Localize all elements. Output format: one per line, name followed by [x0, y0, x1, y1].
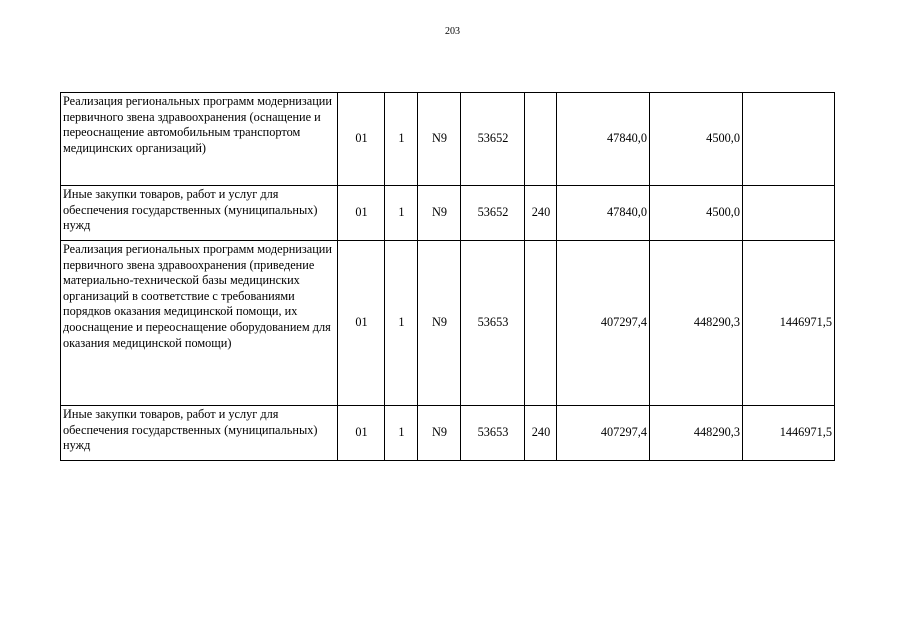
expense-type-cell: 240: [525, 406, 557, 461]
program-cell: N9: [418, 406, 461, 461]
page-number: 203: [445, 26, 460, 37]
table-row: [61, 241, 835, 406]
value1-cell: 407297,4: [557, 241, 650, 406]
row-name-cell: Иные закупки товаров, работ и услуг для обеспечения государственных (муниципальных) нужд: [61, 406, 338, 461]
row-name-cell: Реализация региональных программ модернизации первичного звена здравоохранения (оснащение и переоснащение автомобильным транспортом медицинских организаций): [61, 93, 338, 186]
value2-cell: 448290,3: [650, 406, 743, 461]
value3-cell: 1446971,5: [743, 241, 835, 406]
value3-cell: [743, 93, 835, 186]
value1-cell: 407297,4: [557, 406, 650, 461]
expense-type-cell: 240: [525, 186, 557, 241]
section-cell: 01: [338, 186, 385, 241]
value2-cell: 4500,0: [650, 186, 743, 241]
program-cell: N9: [418, 241, 461, 406]
table-row: [61, 186, 835, 241]
section-cell: 01: [338, 241, 385, 406]
value1-cell: 47840,0: [557, 186, 650, 241]
row-name-cell: Иные закупки товаров, работ и услуг для обеспечения государственных (муниципальных) нужд: [61, 186, 338, 241]
code-cell: 53652: [461, 186, 525, 241]
value2-cell: 4500,0: [650, 93, 743, 186]
program-cell: N9: [418, 186, 461, 241]
code-cell: 53652: [461, 93, 525, 186]
subsection-cell: 1: [385, 241, 418, 406]
table-row: [61, 406, 835, 461]
expense-type-cell: [525, 241, 557, 406]
subsection-cell: 1: [385, 186, 418, 241]
section-cell: 01: [338, 93, 385, 186]
value3-cell: 1446971,5: [743, 406, 835, 461]
budget-table: [60, 92, 835, 461]
row-name-cell: Реализация региональных программ модернизации первичного звена здравоохранения (приведение материально-технической базы медицинских организаций в соответствие с требованиями порядков оказания медицинской помощи, их дооснащение и переоснащение оборудованием для оказания медицинской помощи): [61, 241, 338, 406]
code-cell: 53653: [461, 406, 525, 461]
value2-cell: 448290,3: [650, 241, 743, 406]
subsection-cell: 1: [385, 93, 418, 186]
section-cell: 01: [338, 406, 385, 461]
value1-cell: 47840,0: [557, 93, 650, 186]
code-cell: 53653: [461, 241, 525, 406]
program-cell: N9: [418, 93, 461, 186]
table-row: [61, 93, 835, 186]
expense-type-cell: [525, 93, 557, 186]
value3-cell: [743, 186, 835, 241]
subsection-cell: 1: [385, 406, 418, 461]
